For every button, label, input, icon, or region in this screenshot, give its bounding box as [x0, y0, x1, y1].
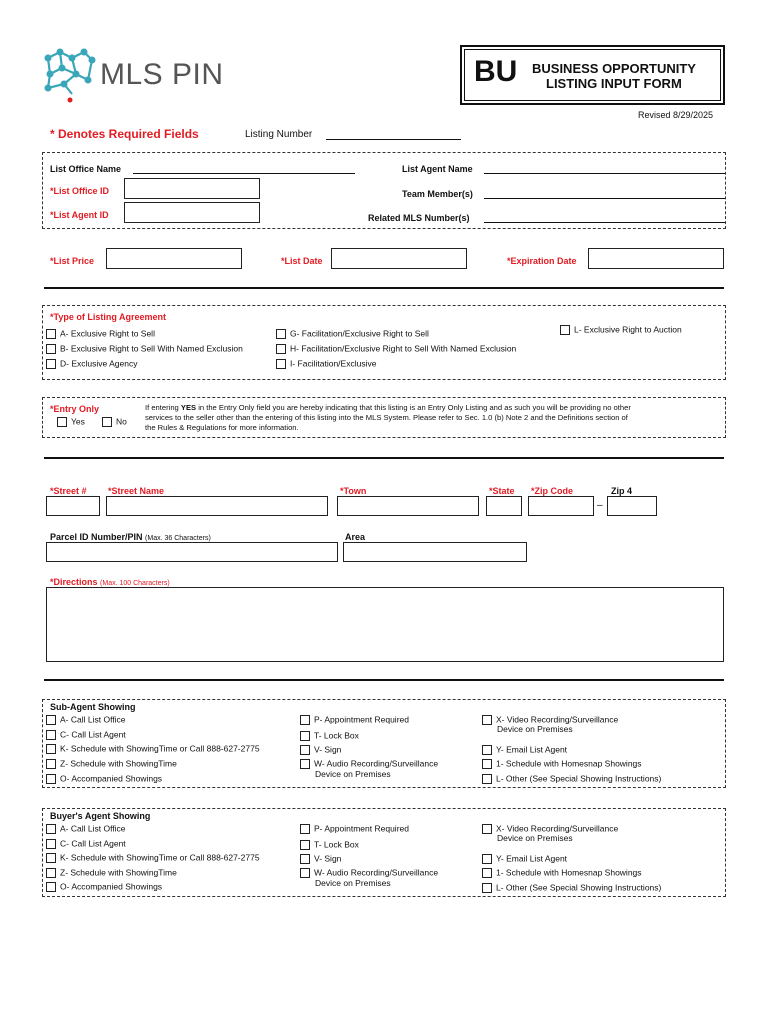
list-office-name-label: List Office Name	[50, 164, 122, 174]
directions-label: *Directions (Max. 100 Characters)	[50, 577, 170, 587]
buyer-agent-option[interactable]: A- Call List Office	[46, 823, 126, 834]
buyer-agent-title: Buyer's Agent Showing	[50, 811, 151, 821]
checkbox[interactable]	[482, 745, 492, 755]
sub-agent-option[interactable]: T- Lock Box	[300, 730, 359, 741]
checkbox[interactable]	[46, 882, 56, 892]
state-field[interactable]	[486, 496, 522, 516]
parcel-field[interactable]	[46, 542, 338, 562]
checkbox[interactable]	[300, 824, 310, 834]
entry-only-title: *Entry Only	[50, 404, 100, 414]
sub-agent-option[interactable]: V- Sign	[300, 744, 341, 755]
sub-agent-option[interactable]: Z- Schedule with ShowingTime	[46, 758, 177, 769]
divider	[44, 679, 724, 681]
form-code: BU	[474, 55, 518, 88]
buyer-agent-option[interactable]: 1- Schedule with Homesnap Showings	[482, 867, 642, 878]
revised-date: Revised 8/29/2025	[638, 110, 714, 120]
street-name-label: *Street Name	[108, 486, 165, 496]
agreement-option[interactable]: D- Exclusive Agency	[46, 358, 137, 369]
entry-only-text: If entering YES in the Entry Only field you are hereby indicating that this listing is an Entry Only Listing and as such you will be providing no other services to the seller other than the entering of this listing into the MLS System. Please refer to Sec. 1.0 (b) Note 2 and the Definitions section of the Rules & Regulations for more information.	[145, 403, 631, 432]
zip-dash: –	[597, 500, 603, 511]
listing-agreement-title: *Type of Listing Agreement	[50, 312, 167, 322]
area-label: Area	[345, 532, 366, 542]
parcel-label: Parcel ID Number/PIN (Max. 36 Characters)	[50, 532, 211, 542]
buyer-agent-option[interactable]: W- Audio Recording/Surveillance	[300, 867, 438, 878]
checkbox[interactable]	[46, 853, 56, 863]
checkbox[interactable]	[300, 868, 310, 878]
street-number-label: *Street #	[50, 486, 87, 496]
list-office-id-field[interactable]	[124, 178, 260, 199]
street-number-field[interactable]	[46, 496, 100, 516]
mls-pin-logo-icon	[42, 44, 98, 104]
agreement-option[interactable]: G- Facilitation/Exclusive Right to Sell	[276, 328, 429, 339]
buyer-agent-option[interactable]: T- Lock Box	[300, 839, 359, 850]
checkbox[interactable]	[482, 854, 492, 864]
checkbox[interactable]	[300, 854, 310, 864]
sub-agent-option-cont: Device on Premises	[315, 769, 391, 779]
checkbox[interactable]	[46, 359, 56, 369]
agreement-option[interactable]: H- Facilitation/Exclusive Right to Sell With Named Exclusion	[276, 343, 516, 354]
list-price-label: *List Price	[50, 256, 95, 266]
checkbox[interactable]	[560, 325, 570, 335]
sub-agent-option[interactable]: A- Call List Office	[46, 714, 126, 725]
sub-agent-option[interactable]: L- Other (See Special Showing Instructions)	[482, 773, 661, 784]
checkbox[interactable]	[482, 824, 492, 834]
team-members-field[interactable]	[484, 198, 725, 199]
checkbox[interactable]	[46, 774, 56, 784]
checkbox[interactable]	[276, 359, 286, 369]
form-title-line1: BUSINESS OPPORTUNITY	[532, 61, 696, 76]
team-members-label: Team Member(s)	[402, 189, 473, 199]
expiration-date-label: *Expiration Date	[507, 256, 577, 266]
state-label: *State	[489, 486, 515, 496]
buyer-agent-option[interactable]: V- Sign	[300, 853, 341, 864]
checkbox[interactable]	[300, 759, 310, 769]
street-name-field[interactable]	[106, 496, 328, 516]
form-title-line2: LISTING INPUT FORM	[546, 76, 682, 91]
buyer-agent-option[interactable]: C- Call List Agent	[46, 838, 126, 849]
expiration-date-field[interactable]	[588, 248, 724, 269]
checkbox[interactable]	[46, 824, 56, 834]
agreement-option[interactable]: A- Exclusive Right to Sell	[46, 328, 155, 339]
form-badge	[460, 45, 725, 105]
checkbox[interactable]	[300, 715, 310, 725]
list-date-label: *List Date	[281, 256, 323, 266]
list-agent-name-field[interactable]	[484, 173, 725, 174]
checkbox[interactable]	[46, 344, 56, 354]
list-agent-name-label: List Agent Name	[402, 164, 473, 174]
agreement-option[interactable]: B- Exclusive Right to Sell With Named Exclusion	[46, 343, 243, 354]
buyer-agent-option-cont: Device on Premises	[497, 833, 573, 843]
checkbox[interactable]	[102, 417, 112, 427]
buyer-agent-option[interactable]: X- Video Recording/Surveillance	[482, 823, 618, 834]
buyer-agent-option[interactable]: O- Accompanied Showings	[46, 881, 162, 892]
checkbox[interactable]	[482, 759, 492, 769]
listing-number-field[interactable]	[326, 139, 461, 140]
zip4-field[interactable]	[607, 496, 657, 516]
zip4-label: Zip 4	[611, 486, 633, 496]
checkbox[interactable]	[300, 731, 310, 741]
zip-label: *Zip Code	[531, 486, 573, 496]
entry-only-yes[interactable]: Yes	[57, 416, 85, 427]
divider	[44, 287, 724, 289]
entry-only-no[interactable]: No	[102, 416, 127, 427]
checkbox[interactable]	[57, 417, 67, 427]
zip-field[interactable]	[528, 496, 594, 516]
list-office-id-label: *List Office ID	[50, 186, 110, 196]
sub-agent-option[interactable]: O- Accompanied Showings	[46, 773, 162, 784]
divider	[44, 457, 724, 459]
checkbox[interactable]	[300, 840, 310, 850]
list-agent-id-label: *List Agent ID	[50, 210, 109, 220]
checkbox[interactable]	[482, 883, 492, 893]
buyer-agent-option-cont: Device on Premises	[315, 878, 391, 888]
checkbox[interactable]	[46, 759, 56, 769]
sub-agent-option[interactable]: K- Schedule with ShowingTime or Call 888-627-2775	[46, 743, 260, 754]
brand-name: MLS PIN	[100, 58, 224, 91]
brand-logo	[42, 44, 242, 106]
sub-agent-option[interactable]: X- Video Recording/Surveillance	[482, 714, 618, 725]
sub-agent-option[interactable]: P- Appointment Required	[300, 714, 409, 725]
checkbox[interactable]	[276, 344, 286, 354]
checkbox[interactable]	[46, 744, 56, 754]
related-mls-label: Related MLS Number(s)	[368, 213, 470, 223]
sub-agent-option[interactable]: W- Audio Recording/Surveillance	[300, 758, 438, 769]
sub-agent-option[interactable]: C- Call List Agent	[46, 729, 126, 740]
sub-agent-option-cont: Device on Premises	[497, 724, 573, 734]
buyer-agent-option[interactable]: Z- Schedule with ShowingTime	[46, 867, 177, 878]
list-office-name-field[interactable]	[133, 173, 355, 174]
area-field[interactable]	[343, 542, 527, 562]
buyer-agent-option[interactable]: Y- Email List Agent	[482, 853, 567, 864]
checkbox[interactable]	[276, 329, 286, 339]
town-label: *Town	[340, 486, 367, 496]
directions-field[interactable]	[46, 587, 724, 662]
buyer-agent-option[interactable]: L- Other (See Special Showing Instructions)	[482, 882, 661, 893]
checkbox[interactable]	[482, 774, 492, 784]
town-field[interactable]	[337, 496, 479, 516]
buyer-agent-option[interactable]: K- Schedule with ShowingTime or Call 888-627-2775	[46, 852, 260, 863]
checkbox[interactable]	[46, 715, 56, 725]
agreement-option[interactable]: I- Facilitation/Exclusive	[276, 358, 376, 369]
checkbox[interactable]	[46, 730, 56, 740]
listing-number-label: Listing Number	[245, 129, 313, 140]
sub-agent-option[interactable]: Y- Email List Agent	[482, 744, 567, 755]
checkbox[interactable]	[46, 868, 56, 878]
required-note: * Denotes Required Fields	[50, 127, 199, 141]
checkbox[interactable]	[46, 839, 56, 849]
related-mls-field[interactable]	[484, 222, 725, 223]
sub-agent-option[interactable]: 1- Schedule with Homesnap Showings	[482, 758, 642, 769]
list-agent-id-field[interactable]	[124, 202, 260, 223]
buyer-agent-option[interactable]: P- Appointment Required	[300, 823, 409, 834]
list-date-field[interactable]	[331, 248, 467, 269]
checkbox[interactable]	[482, 715, 492, 725]
sub-agent-title: Sub-Agent Showing	[50, 702, 136, 712]
checkbox[interactable]	[300, 745, 310, 755]
checkbox[interactable]	[482, 868, 492, 878]
list-price-field[interactable]	[106, 248, 242, 269]
checkbox[interactable]	[46, 329, 56, 339]
agreement-option[interactable]: L- Exclusive Right to Auction	[560, 324, 682, 335]
